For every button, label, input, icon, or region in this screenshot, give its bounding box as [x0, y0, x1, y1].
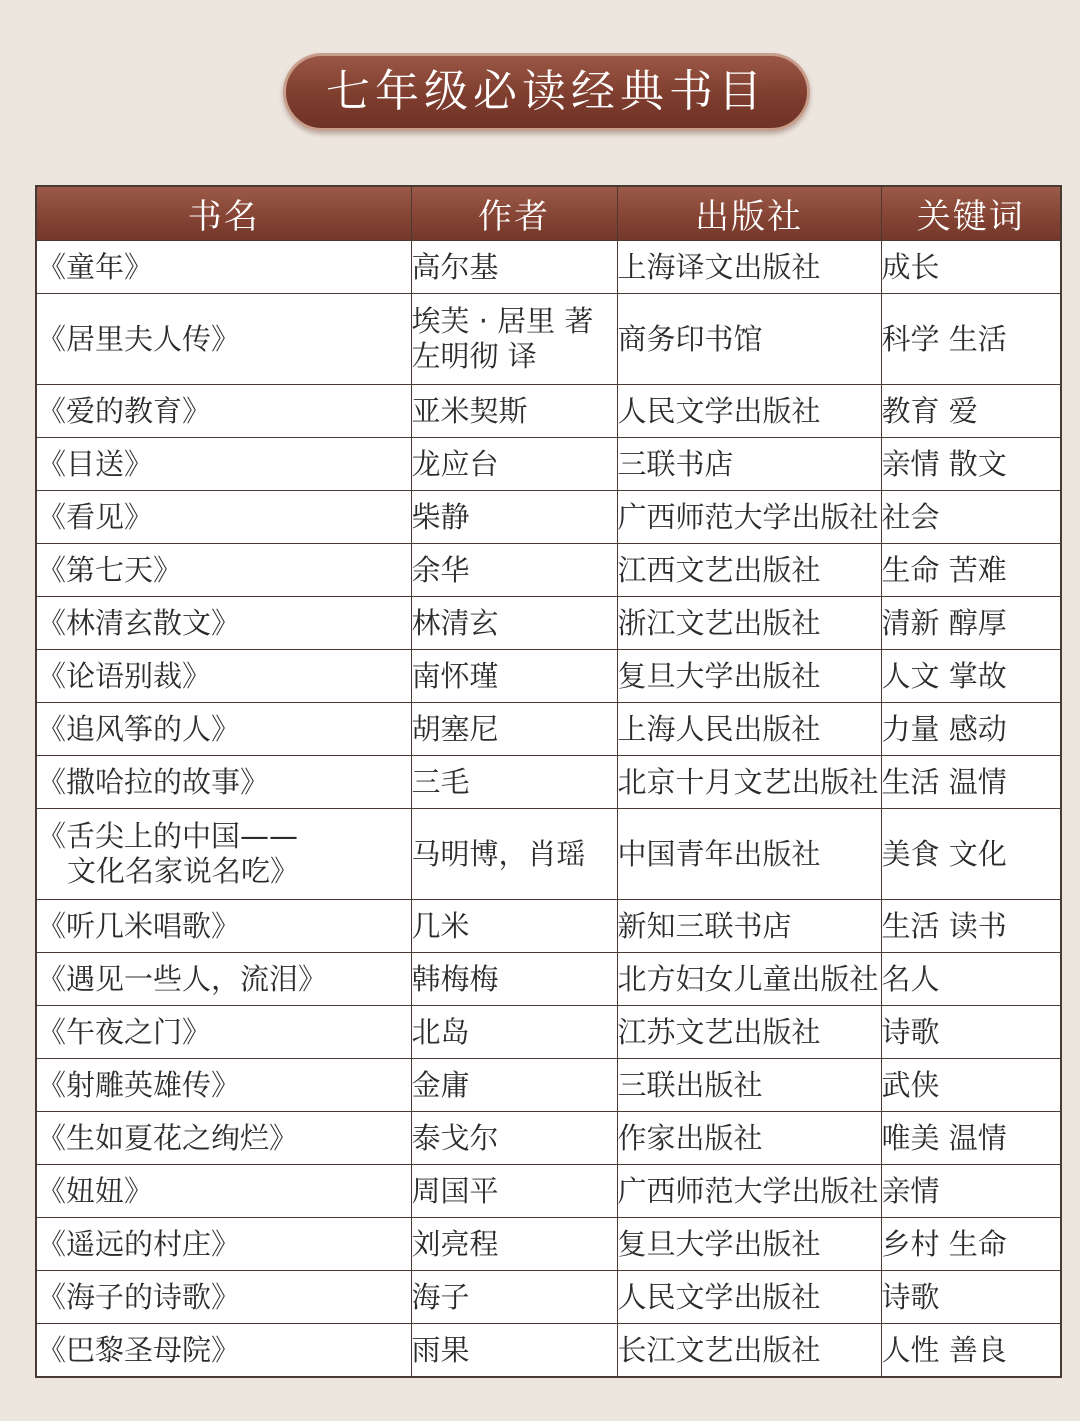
book-keywords: 生活 读书 — [881, 900, 1061, 953]
book-keywords: 美食 文化 — [881, 809, 1061, 900]
book-name-line2: 文化名家说名吃》 — [67, 854, 300, 888]
title-banner — [283, 53, 810, 131]
book-table — [35, 185, 1062, 1378]
header-publisher: 出版社 — [617, 186, 881, 241]
book-publisher: 新知三联书店 — [617, 900, 881, 953]
book-keywords: 诗歌 — [881, 1006, 1061, 1059]
book-publisher: 人民文学出版社 — [617, 1271, 881, 1324]
book-keywords: 社会 — [881, 491, 1061, 544]
book-name: 《爱的教育》 — [36, 385, 411, 438]
book-author: 几米 — [411, 900, 617, 953]
book-name: 《听几米唱歌》 — [36, 900, 411, 953]
book-name: 《目送》 — [36, 438, 411, 491]
book-publisher: 北方妇女儿童出版社 — [617, 953, 881, 1006]
book-keywords: 人文 掌故 — [881, 650, 1061, 703]
book-author: 龙应台 — [411, 438, 617, 491]
table-row — [36, 1324, 1061, 1378]
book-keywords: 教育 爱 — [881, 385, 1061, 438]
book-author: 海子 — [411, 1271, 617, 1324]
table-row — [36, 544, 1061, 597]
table-row — [36, 1271, 1061, 1324]
book-publisher: 北京十月文艺出版社 — [617, 756, 881, 809]
table-row — [36, 438, 1061, 491]
page-title: 七年级必读经典书目 — [326, 66, 767, 117]
book-name: 《妞妞》 — [36, 1165, 411, 1218]
table-row — [36, 1165, 1061, 1218]
book-name: 《论语别裁》 — [36, 650, 411, 703]
book-publisher: 上海人民出版社 — [617, 703, 881, 756]
book-author: 南怀瑾 — [411, 650, 617, 703]
book-author: 北岛 — [411, 1006, 617, 1059]
table-row — [36, 385, 1061, 438]
book-author: 柴静 — [411, 491, 617, 544]
book-publisher: 浙江文艺出版社 — [617, 597, 881, 650]
table-row — [36, 756, 1061, 809]
book-author: 金庸 — [411, 1059, 617, 1112]
book-publisher: 三联出版社 — [617, 1059, 881, 1112]
book-author: 亚米契斯 — [411, 385, 617, 438]
book-name: 《林清玄散文》 — [36, 597, 411, 650]
book-translator-line: 左明彻 译 — [411, 339, 537, 373]
book-author — [411, 294, 617, 385]
book-name: 《看见》 — [36, 491, 411, 544]
table-row — [36, 953, 1061, 1006]
book-name: 《童年》 — [36, 241, 411, 294]
table-row — [36, 597, 1061, 650]
table-row — [36, 241, 1061, 294]
book-name: 《午夜之门》 — [36, 1006, 411, 1059]
book-name: 《遥远的村庄》 — [36, 1218, 411, 1271]
book-keywords: 亲情 散文 — [881, 438, 1061, 491]
book-name: 《遇见一些人，流泪》 — [36, 953, 411, 1006]
table-row — [36, 294, 1061, 385]
book-author: 刘亮程 — [411, 1218, 617, 1271]
book-keywords: 武侠 — [881, 1059, 1061, 1112]
book-keywords: 力量 感动 — [881, 703, 1061, 756]
book-keywords: 科学 生活 — [881, 294, 1061, 385]
table-row — [36, 491, 1061, 544]
book-keywords: 生命 苦难 — [881, 544, 1061, 597]
book-publisher: 三联书店 — [617, 438, 881, 491]
book-author-line: 埃芙 · 居里 著 — [411, 303, 594, 338]
header-author: 作者 — [411, 186, 617, 241]
table-row — [36, 1112, 1061, 1165]
book-author: 余华 — [411, 544, 617, 597]
table-header-row — [36, 186, 1061, 241]
book-publisher: 长江文艺出版社 — [617, 1324, 881, 1378]
table-row — [36, 1218, 1061, 1271]
book-keywords: 成长 — [881, 241, 1061, 294]
book-name: 《第七天》 — [36, 544, 411, 597]
book-author: 雨果 — [411, 1324, 617, 1378]
book-author: 马明博，肖瑶 — [411, 809, 617, 900]
book-author: 三毛 — [411, 756, 617, 809]
book-publisher: 商务印书馆 — [617, 294, 881, 385]
book-name: 《撒哈拉的故事》 — [36, 756, 411, 809]
table-row — [36, 650, 1061, 703]
header-keywords: 关键词 — [881, 186, 1061, 241]
book-name: 《居里夫人传》 — [36, 294, 411, 385]
book-name: 《海子的诗歌》 — [36, 1271, 411, 1324]
book-name: 《巴黎圣母院》 — [36, 1324, 411, 1378]
book-name: 《射雕英雄传》 — [36, 1059, 411, 1112]
book-publisher: 江西文艺出版社 — [617, 544, 881, 597]
table-row — [36, 1006, 1061, 1059]
header-book-name: 书名 — [36, 186, 411, 241]
book-name: 《追风筝的人》 — [36, 703, 411, 756]
book-author: 周国平 — [411, 1165, 617, 1218]
book-keywords: 名人 — [881, 953, 1061, 1006]
book-name-line1: 《舌尖上的中国—— — [37, 819, 299, 854]
book-publisher: 江苏文艺出版社 — [617, 1006, 881, 1059]
book-keywords: 生活 温情 — [881, 756, 1061, 809]
book-publisher: 作家出版社 — [617, 1112, 881, 1165]
book-publisher: 复旦大学出版社 — [617, 1218, 881, 1271]
book-author: 高尔基 — [411, 241, 617, 294]
book-keywords: 诗歌 — [881, 1271, 1061, 1324]
book-author: 韩梅梅 — [411, 953, 617, 1006]
book-name — [36, 809, 411, 900]
book-keywords: 亲情 — [881, 1165, 1061, 1218]
book-author: 胡塞尼 — [411, 703, 617, 756]
book-publisher: 广西师范大学出版社 — [617, 1165, 881, 1218]
book-keywords: 清新 醇厚 — [881, 597, 1061, 650]
book-publisher: 人民文学出版社 — [617, 385, 881, 438]
table-row — [36, 703, 1061, 756]
book-keywords: 人性 善良 — [881, 1324, 1061, 1378]
table-row — [36, 900, 1061, 953]
book-author: 泰戈尔 — [411, 1112, 617, 1165]
book-publisher: 上海译文出版社 — [617, 241, 881, 294]
book-publisher: 广西师范大学出版社 — [617, 491, 881, 544]
table-row — [36, 1059, 1061, 1112]
book-publisher: 中国青年出版社 — [617, 809, 881, 900]
book-author: 林清玄 — [411, 597, 617, 650]
book-keywords: 乡村 生命 — [881, 1218, 1061, 1271]
table-row — [36, 809, 1061, 900]
book-keywords: 唯美 温情 — [881, 1112, 1061, 1165]
book-publisher: 复旦大学出版社 — [617, 650, 881, 703]
book-name: 《生如夏花之绚烂》 — [36, 1112, 411, 1165]
